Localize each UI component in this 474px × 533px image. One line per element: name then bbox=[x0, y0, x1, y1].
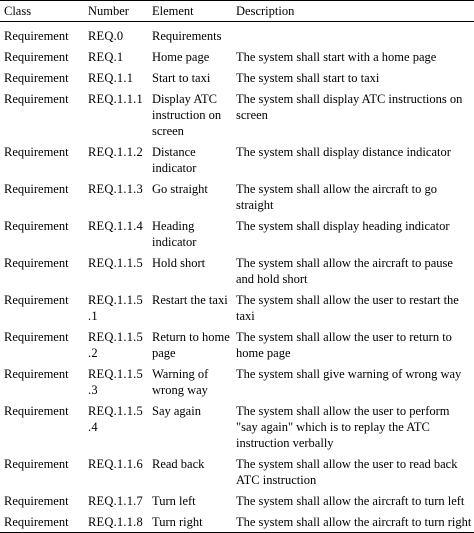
cell-class: Requirement bbox=[4, 50, 69, 64]
cell-element: Restart the taxi bbox=[152, 293, 228, 307]
table-row bbox=[0, 22, 474, 47]
cell-number: REQ.1.1.8 bbox=[84, 511, 148, 533]
cell-element: Warning of wrong way bbox=[152, 367, 209, 397]
cell-element: Read back bbox=[152, 457, 205, 471]
cell-description bbox=[232, 22, 474, 47]
cell-description: The system shall allow the user to return to home page bbox=[236, 330, 452, 360]
cell-class: Requirement bbox=[4, 145, 69, 159]
table-row bbox=[0, 178, 474, 215]
cell-class: Requirement bbox=[4, 457, 69, 471]
cell-number: REQ.1.1.5 bbox=[88, 256, 143, 270]
cell-number: REQ.1.1.7 bbox=[88, 494, 143, 508]
cell-number: REQ.1.1.5 .3 bbox=[88, 367, 143, 397]
table-row bbox=[0, 453, 474, 490]
cell-element: Requirements bbox=[152, 29, 222, 43]
table-row bbox=[0, 215, 474, 252]
table-row bbox=[0, 400, 474, 453]
cell-number: REQ.0 bbox=[88, 29, 124, 43]
table-row bbox=[0, 490, 474, 511]
cell-element: Start to taxi bbox=[152, 71, 211, 85]
cell-number: REQ.1.1.2 bbox=[88, 145, 143, 159]
header-row bbox=[0, 1, 474, 22]
cell-description: The system shall display ATC instructions on screen bbox=[236, 92, 463, 122]
cell-element: Turn right bbox=[148, 511, 232, 533]
cell-class: Requirement bbox=[4, 404, 69, 418]
cell-description: The system shall give warning of wrong way bbox=[236, 367, 462, 381]
cell-class: Requirement bbox=[4, 219, 69, 233]
cell-description: The system shall allow the user to read back ATC instruction bbox=[236, 457, 458, 487]
cell-class: Requirement bbox=[4, 182, 69, 196]
table-row bbox=[0, 88, 474, 141]
header-class: Class bbox=[0, 1, 84, 22]
cell-description: The system shall allow the aircraft to turn right bbox=[232, 511, 474, 533]
cell-number: REQ.1.1.5 .1 bbox=[88, 293, 143, 323]
table-row bbox=[0, 252, 474, 289]
cell-class: Requirement bbox=[4, 71, 69, 85]
cell-description: The system shall allow the user to restart the taxi bbox=[236, 293, 459, 323]
table-header bbox=[0, 1, 474, 22]
cell-description: The system shall start to taxi bbox=[236, 71, 380, 85]
table-row bbox=[0, 511, 474, 533]
cell-description: The system shall display distance indicator bbox=[236, 145, 451, 159]
cell-number: REQ.1.1.5 .4 bbox=[88, 404, 143, 434]
table-row bbox=[0, 67, 474, 88]
cell-element: Turn left bbox=[152, 494, 196, 508]
cell-class: Requirement bbox=[0, 511, 84, 533]
table-row bbox=[0, 46, 474, 67]
table-body bbox=[0, 22, 474, 533]
table-row bbox=[0, 289, 474, 326]
cell-number: REQ.1.1.5 .2 bbox=[88, 330, 143, 360]
cell-description: The system shall allow the aircraft to pause and hold short bbox=[236, 256, 453, 286]
cell-description: The system shall start with a home page bbox=[236, 50, 437, 64]
header-element: Element bbox=[148, 1, 232, 22]
cell-class: Requirement bbox=[4, 494, 69, 508]
cell-element: Say again bbox=[152, 404, 201, 418]
cell-class: Requirement bbox=[4, 256, 69, 270]
header-description: Description bbox=[232, 1, 474, 22]
cell-number: REQ.1.1.3 bbox=[88, 182, 143, 196]
cell-description: The system shall allow the aircraft to turn left bbox=[236, 494, 465, 508]
cell-number: REQ.1.1 bbox=[88, 71, 134, 85]
cell-description: The system shall display heading indicator bbox=[236, 219, 450, 233]
cell-element: Heading indicator bbox=[152, 219, 197, 249]
table-row bbox=[0, 363, 474, 400]
cell-class: Requirement bbox=[4, 330, 69, 344]
cell-description: The system shall allow the user to perform "say again" which is to replay the ATC instruction verbally bbox=[236, 404, 450, 450]
cell-class: Requirement bbox=[4, 92, 69, 106]
cell-number: REQ.1.1.4 bbox=[88, 219, 143, 233]
cell-number: REQ.1.1.1 bbox=[88, 92, 143, 106]
cell-number: REQ.1 bbox=[88, 50, 124, 64]
cell-class: Requirement bbox=[4, 367, 69, 381]
cell-element: Distance indicator bbox=[152, 145, 197, 175]
cell-number: REQ.1.1.6 bbox=[88, 457, 143, 471]
cell-element: Home page bbox=[152, 50, 210, 64]
cell-description: The system shall allow the aircraft to go straight bbox=[236, 182, 437, 212]
cell-class: Requirement bbox=[4, 29, 69, 43]
table-row bbox=[0, 326, 474, 363]
header-number: Number bbox=[84, 1, 148, 22]
cell-class: Requirement bbox=[4, 293, 69, 307]
cell-element: Hold short bbox=[152, 256, 206, 270]
cell-element: Return to home page bbox=[152, 330, 230, 360]
cell-element: Display ATC instruction on screen bbox=[152, 92, 222, 138]
cell-element: Go straight bbox=[152, 182, 208, 196]
table-row bbox=[0, 141, 474, 178]
